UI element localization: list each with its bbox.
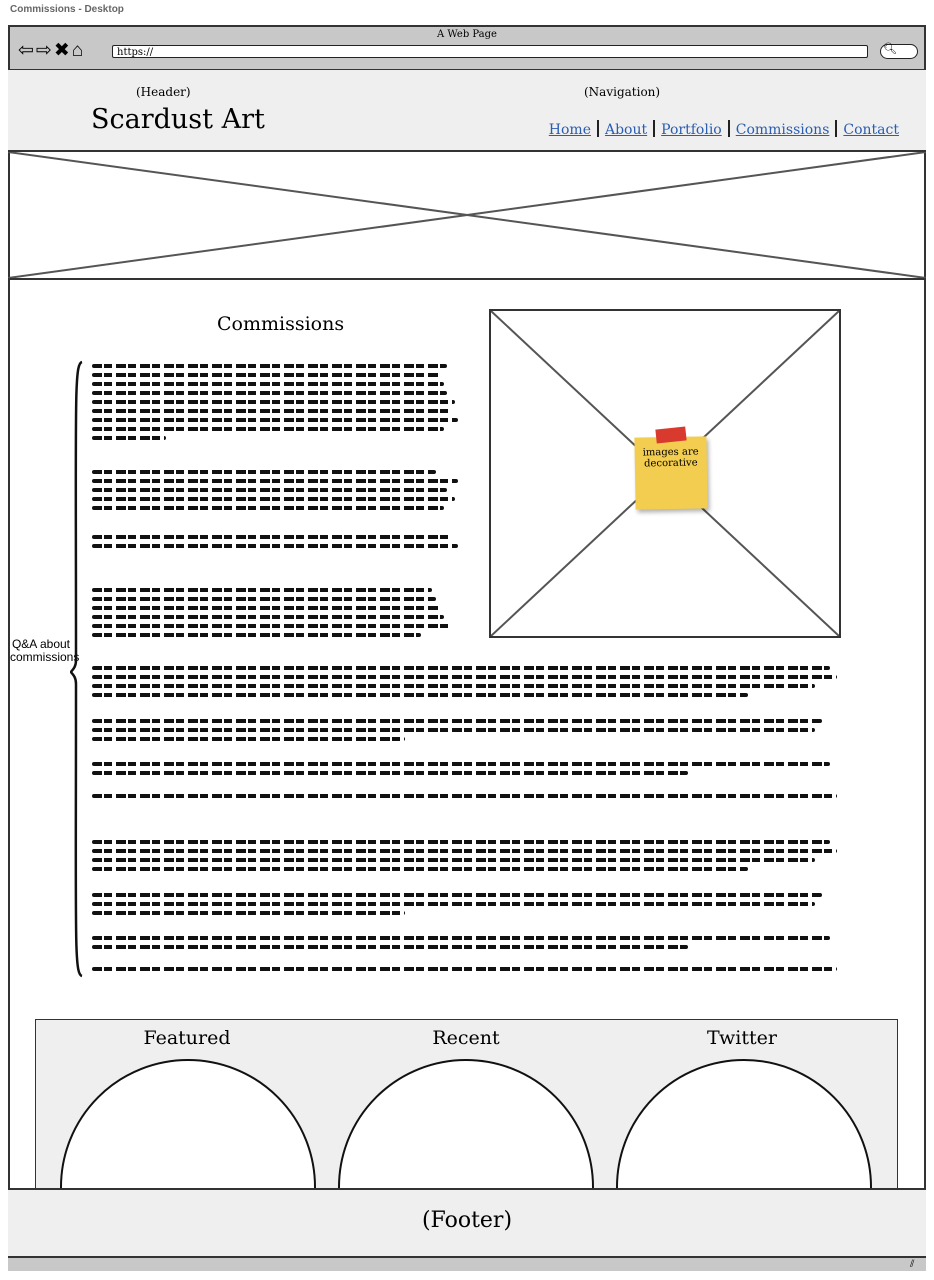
nav-contact-link[interactable]: Contact bbox=[843, 122, 899, 138]
hero-image-placeholder bbox=[8, 152, 926, 280]
text-block bbox=[92, 666, 837, 702]
recent-title: Recent bbox=[432, 1027, 500, 1049]
magnifier-icon: 🔍︎ bbox=[883, 43, 897, 55]
text-block bbox=[92, 588, 462, 642]
twitter-circle[interactable] bbox=[616, 1059, 872, 1191]
text-block bbox=[92, 893, 837, 920]
footer-label: (Footer) bbox=[421, 1208, 513, 1233]
nav-separator bbox=[728, 120, 730, 137]
curly-brace-icon bbox=[70, 360, 86, 980]
url-bar[interactable]: https:// bbox=[112, 45, 868, 58]
resize-handle-icon[interactable]: ⫽ bbox=[910, 1259, 915, 1270]
text-block bbox=[92, 936, 837, 954]
site-footer bbox=[8, 1188, 926, 1258]
browser-title: A Web Page bbox=[437, 29, 497, 40]
twitter-title: Twitter bbox=[707, 1027, 777, 1049]
text-block bbox=[92, 535, 462, 553]
nav-about-link[interactable]: About bbox=[604, 122, 648, 138]
main-navigation bbox=[549, 119, 899, 138]
site-header bbox=[8, 70, 926, 152]
nav-separator bbox=[653, 120, 655, 137]
featured-title: Featured bbox=[143, 1027, 231, 1049]
nav-commissions-link[interactable]: Commissions bbox=[735, 122, 830, 138]
forward-arrow-icon[interactable]: ⇨ bbox=[35, 40, 54, 61]
feature-panel bbox=[35, 1019, 898, 1191]
browser-chrome bbox=[8, 25, 926, 71]
recent-circle[interactable] bbox=[338, 1059, 594, 1191]
site-title[interactable]: Scardust Art bbox=[91, 104, 265, 135]
text-block bbox=[92, 364, 462, 445]
header-label: (Header) bbox=[136, 85, 191, 99]
featured-circle[interactable] bbox=[60, 1059, 316, 1191]
text-block bbox=[92, 762, 837, 780]
browser-nav-icons bbox=[18, 39, 85, 62]
home-icon[interactable]: ⌂ bbox=[71, 40, 86, 61]
qa-annotation-label: Q&A about commissions bbox=[10, 637, 80, 664]
text-block bbox=[92, 840, 837, 876]
nav-separator bbox=[597, 120, 599, 137]
nav-home-link[interactable]: Home bbox=[548, 122, 591, 138]
sticky-note: images are decorative bbox=[634, 436, 707, 509]
navigation-label: (Navigation) bbox=[584, 85, 661, 99]
search-box[interactable] bbox=[880, 44, 918, 59]
text-block bbox=[92, 470, 462, 515]
text-block bbox=[92, 794, 837, 803]
page-label: Commissions - Desktop bbox=[10, 4, 124, 15]
status-bar bbox=[8, 1258, 926, 1271]
back-arrow-icon[interactable]: ⇦ bbox=[18, 40, 36, 61]
nav-portfolio-link[interactable]: Portfolio bbox=[661, 122, 722, 138]
page-title: Commissions bbox=[217, 313, 345, 335]
close-icon[interactable]: ✖ bbox=[53, 40, 72, 61]
nav-separator bbox=[835, 120, 837, 137]
text-block bbox=[92, 967, 837, 976]
text-block bbox=[92, 719, 837, 746]
